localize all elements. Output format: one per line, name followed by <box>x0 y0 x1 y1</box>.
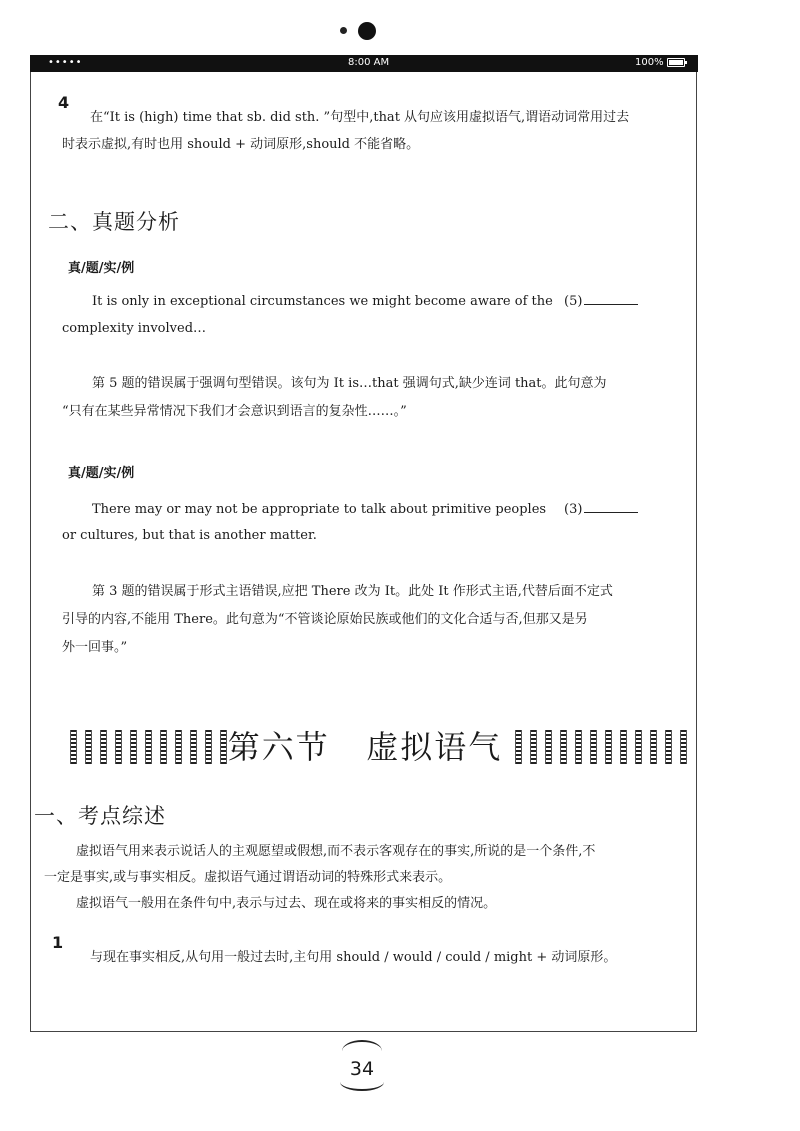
overview-para1-line1: 虚拟语气用来表示说话人的主观愿望或假想,而不表示客观存在的事实,所说的是一个条件,不 <box>76 844 596 859</box>
overview-para2: 虚拟语气一般用在条件句中,表示与过去、现在或将来的事实相反的情况。 <box>76 896 497 911</box>
example1-analysis-line1: 第 5 题的错误属于强调句型错误。该句为 It is…that 强调句式,缺少连词 that。此句意为 <box>92 376 607 391</box>
page-number-ornament <box>340 1073 384 1091</box>
signal-icon: ••••• <box>48 57 83 68</box>
battery-icon <box>667 58 685 67</box>
example2-sentence-line1: There may or may not be appropriate to talk about primitive peoples <box>92 502 547 517</box>
camera-dot-small <box>340 27 347 34</box>
section-title: 第六节 虚拟语气 <box>227 728 503 766</box>
item4-line1: 在“It is (high) time that sb. did sth. ”句型中,that 从句应该用虚拟语气,谓语动词常用过去 <box>90 110 630 125</box>
example-label: 真/题/实/例 <box>68 466 135 481</box>
item-number: 1 <box>52 933 64 952</box>
example-label: 真/题/实/例 <box>68 261 135 276</box>
example1-answer-blank[interactable] <box>564 289 638 315</box>
answer-marker: (5) <box>564 294 583 309</box>
example2-sentence-line2: or cultures, but that is another matter. <box>62 528 317 543</box>
example2-analysis-line3: 外一回事。” <box>62 640 128 655</box>
battery-percent: 100% <box>635 57 664 68</box>
example1-sentence-line1: It is only in exceptional circumstances we might become aware of the <box>92 294 553 309</box>
answer-line <box>584 498 638 513</box>
status-bar <box>30 55 698 72</box>
answer-line <box>584 290 638 305</box>
section-banner <box>70 722 670 772</box>
answer-marker: (3) <box>564 502 583 517</box>
item-number: 4 <box>58 93 70 112</box>
example2-analysis-line2: 引导的内容,不能用 There。此句意为“不管谈论原始民族或他们的文化合适与否,但那又是另 <box>62 612 588 627</box>
status-time: 8:00 AM <box>348 57 390 68</box>
page-number: 34 <box>349 1058 375 1080</box>
item4-line2: 时表示虚拟,有时也用 should + 动词原形,should 不能省略。 <box>62 137 420 152</box>
banner-decoration-right <box>515 730 687 764</box>
section-heading-overview: 一、考点综述 <box>34 804 166 828</box>
section-heading-analysis: 二、真题分析 <box>48 210 180 234</box>
item1-text: 与现在事实相反,从句用一般过去时,主句用 should / would / could / might + 动词原形。 <box>90 950 617 965</box>
camera-dot <box>358 22 376 40</box>
overview-para1-line2: 一定是事实,或与事实相反。虚拟语气通过谓语动词的特殊形式来表示。 <box>44 870 452 885</box>
example2-analysis-line1: 第 3 题的错误属于形式主语错误,应把 There 改为 It。此处 It 作形式主语,代替后面不定式 <box>92 584 613 599</box>
example2-answer-blank[interactable] <box>564 497 638 523</box>
example1-sentence-line2: complexity involved… <box>62 321 207 336</box>
example1-analysis-line2: “只有在某些异常情况下我们才会意识到语言的复杂性……。” <box>62 404 407 419</box>
banner-decoration-left <box>70 730 227 764</box>
battery-status <box>635 57 685 68</box>
